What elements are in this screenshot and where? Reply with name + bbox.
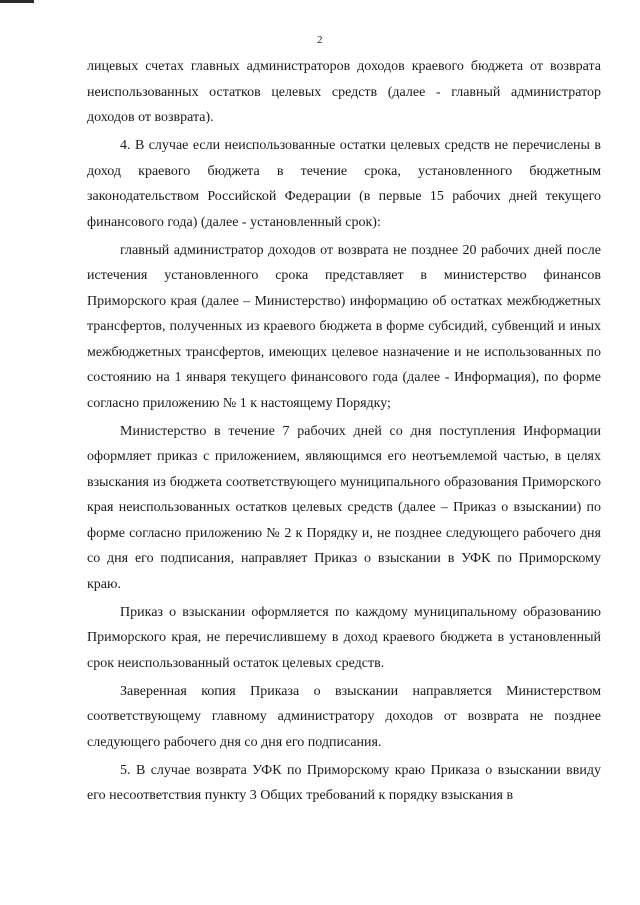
scan-edge-mark bbox=[0, 0, 34, 3]
paragraph-item-4: 4. В случае если неиспользованные остатки целевых средств не перечислены в доход краевого бюджета в течение срока, установленного бюджетным законодательством Российской Федерации (в первые 15 рабочих дней текущего финансового года) (далее - установленный срок): bbox=[87, 138, 601, 230]
paragraph-order-per-municipality: Приказ о взыскании оформляется по каждому муниципальному образованию Приморского края, не перечислившему в доход краевого бюджета в установленный срок неиспользованный остаток целевых средств. bbox=[87, 604, 601, 671]
paragraph-continuation: лицевых счетах главных администраторов доходов краевого бюджета от возврата неиспользованных остатков целевых средств (далее - главный администратор доходов от возврата). bbox=[87, 59, 601, 125]
paragraph-administrator-info: главный администратор доходов от возврата не позднее 20 рабочих дней после истечения установленного срока представляет в министерство финансов Приморского края (далее – Министерство) информацию об остатках межбюджетных трансфертов, полученных из краевого бюджета в форме субсидий, субвенций и иных межбюджетных трансфертов, имеющих целевое назначение и не использованных по состоянию на 1 января текущего финансового года (далее - Информация), по форме согласно приложению № 1 к настоящему Порядку; bbox=[87, 242, 601, 411]
document-body bbox=[87, 54, 601, 811]
paragraph-item-5: 5. В случае возврата УФК по Приморскому краю Приказа о взыскании ввиду его несоответствия пункту 3 Общих требований к порядку взыскания в bbox=[87, 762, 601, 803]
page-number: 2 bbox=[317, 34, 323, 46]
paragraph-ministry-order: Министерство в течение 7 рабочих дней со дня поступления Информации оформляет приказ с приложением, являющимся его неотъемлемой частью, в целях взыскания из бюджета соответствующего муниципального образования Приморского края неиспользованных остатков целевых средств (далее – Приказ о взыскании) по форме согласно приложению № 2 к Порядку и, не позднее следующего рабочего дня со дня его подписания, направляет Приказ о взыскании в УФК по Приморскому краю. bbox=[87, 423, 601, 592]
paragraph-certified-copy: Заверенная копия Приказа о взыскании направляется Министерством соответствующему главному администратору доходов от возврата не позднее следующего рабочего дня со дня его подписания. bbox=[87, 683, 601, 750]
